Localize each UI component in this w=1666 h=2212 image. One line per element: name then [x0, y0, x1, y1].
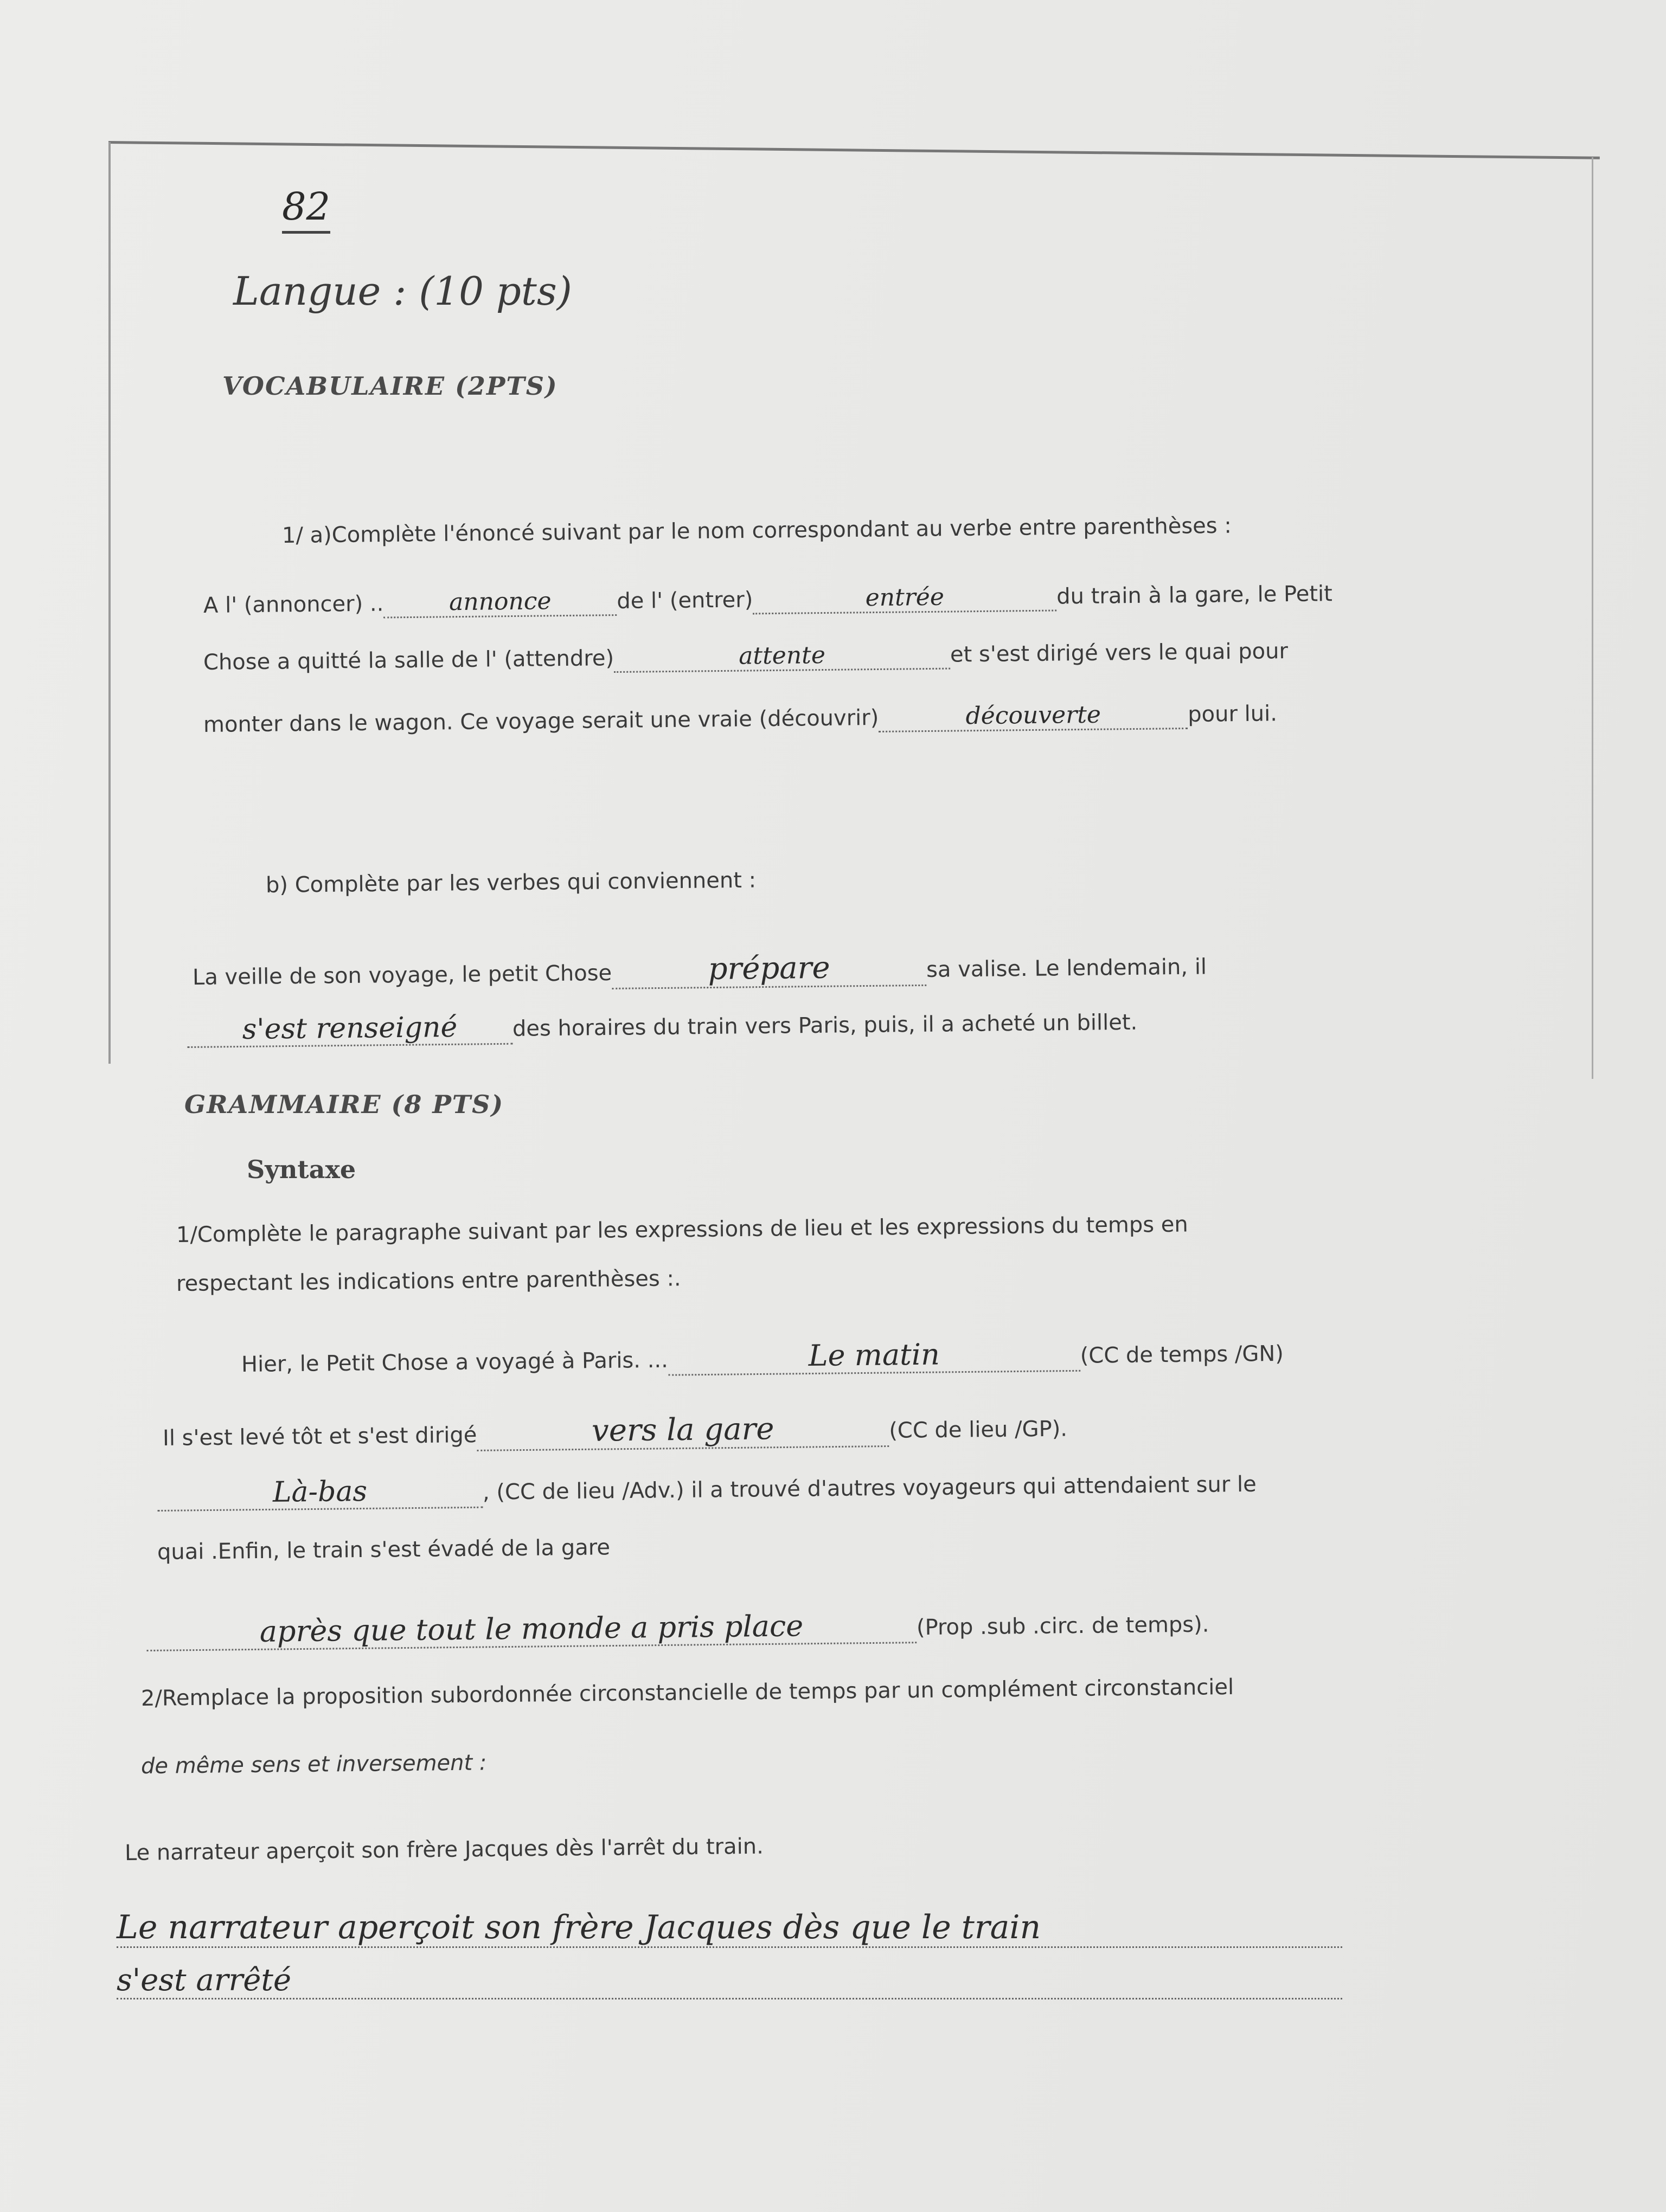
q1a-line3-text-a: monter dans le wagon. Ce voyage serait une vraie (découvrir) [203, 705, 879, 737]
section-title: Langue : (10 pts) [233, 268, 572, 314]
answer-entree: entrée [753, 582, 1057, 615]
g1-line-5 [146, 1604, 1209, 1651]
frame-top-border [108, 141, 1600, 159]
g1-instruction-1: 1/Complète le paragraphe suivant par les expressions de lieu et les expressions du temps en [176, 1212, 1188, 1248]
g1-line1-text-a: Hier, le Petit Chose a voyagé à Paris. ... [241, 1347, 669, 1377]
q1a-line-3 [203, 699, 1278, 740]
answer-prop-sub-temps: après que tout le monde a pris place [146, 1607, 917, 1651]
g2-answer-text-1: Le narrateur aperçoit son frère Jacques dès que le train [117, 1908, 1041, 1946]
q1a-line3-text-b: pour lui. [1188, 701, 1278, 727]
q1b-line-1 [193, 946, 1207, 994]
frame-left-border [108, 142, 111, 1064]
g1-line3-text-b: , (CC de lieu /Adv.) il a trouvé d'autres voyageurs qui attendaient sur le [482, 1471, 1257, 1505]
g2-instruction-2: de même sens et inversement : [140, 1750, 487, 1779]
g2-answer-line-2 [117, 1963, 1342, 1999]
g1-line-2 [163, 1409, 1068, 1455]
q1a-line1-text-a: A l' (annoncer) .. [203, 591, 384, 618]
q1b-line1-text-b: sa valise. Le lendemain, il [926, 954, 1207, 982]
q1a-line-1 [203, 579, 1332, 620]
g2-sentence: Le narrateur aperçoit son frère Jacques dès l'arrêt du train. [124, 1834, 764, 1866]
g1-line1-text-b: (CC de temps /GN) [1080, 1341, 1284, 1368]
g2-answer-text-2: s'est arrêté [117, 1963, 292, 1998]
answer-renseigne: s'est renseigné [187, 1011, 513, 1048]
q1b-line1-text-a: La veille de son voyage, le petit Chose [192, 960, 612, 990]
g1-line2-text-a: Il s'est levé tôt et s'est dirigé [162, 1422, 477, 1451]
handwritten-score: 82 [282, 184, 330, 234]
answer-le-matin: Le matin [668, 1336, 1080, 1376]
q1a-line1-text-c: du train à la gare, le Petit [1056, 581, 1333, 609]
answer-prepare: prépare [612, 949, 927, 989]
grammar-heading: GRAMMAIRE (8 PTS) [184, 1090, 504, 1119]
g1-line-4: quai .Enfin, le train s'est évadé de la gare [157, 1535, 611, 1565]
answer-attente: attente [614, 640, 951, 673]
answer-annonce: annonce [383, 587, 617, 618]
q1b-line-2 [187, 1004, 1138, 1048]
g1-line2-text-b: (CC de lieu /GP). [889, 1416, 1068, 1443]
syntax-heading: Syntaxe [247, 1155, 356, 1184]
q1a-line-2 [203, 636, 1288, 677]
q1a-line1-text-b: de l' (entrer) [617, 587, 753, 614]
answer-vers-la-gare: vers la gare [477, 1410, 889, 1451]
g1-instruction-2: respectant les indications entre parenthèses :. [176, 1266, 681, 1296]
q1b-line2-text-b: des horaires du train vers Paris, puis, il a acheté un billet. [512, 1009, 1138, 1041]
vocabulary-heading: VOCABULAIRE (2PTS) [222, 371, 558, 401]
g1-line-3 [157, 1466, 1257, 1512]
q1b-instruction: b) Complète par les verbes qui conviennent : [265, 867, 757, 898]
g2-instruction-1: 2/Remplace la proposition subordonnée circonstancielle de temps par un complément circonstanciel [140, 1674, 1234, 1711]
g1-line5-text-b: (Prop .sub .circ. de temps). [916, 1612, 1209, 1641]
answer-decouverte: découverte [879, 700, 1188, 732]
q1a-line2-text-b: et s'est dirigé vers le quai pour [950, 639, 1289, 667]
answer-la-bas: Là-bas [157, 1474, 483, 1512]
q1a-instruction: 1/ a)Complète l'énoncé suivant par le nom correspondant au verbe entre parenthèses : [281, 513, 1232, 548]
frame-right-border [1592, 157, 1593, 1079]
g2-answer-line-1 [117, 1908, 1342, 1948]
g1-line-1 [241, 1334, 1284, 1380]
q1a-line2-text-a: Chose a quitté la salle de l' (attendre) [203, 646, 614, 675]
